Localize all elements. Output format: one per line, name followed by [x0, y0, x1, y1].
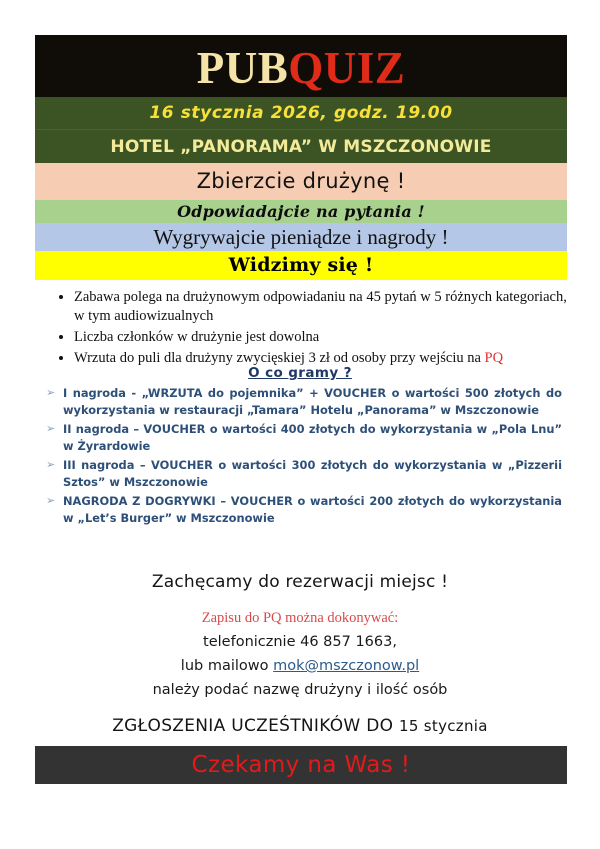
reservation-invite-text: Zachęcamy do rezerwacji miejsc !	[151, 572, 449, 592]
signup-note-row	[0, 678, 600, 702]
email-link[interactable]: mok@mszczonow.pl	[273, 658, 420, 674]
rules-list	[48, 288, 568, 369]
rules-section	[48, 288, 568, 371]
signup-label-row	[0, 606, 600, 630]
prize-item	[46, 421, 562, 454]
deadline-label: ZGŁOSZENIA UCZEŚTNIKÓW DO	[112, 716, 400, 736]
win-band	[35, 223, 567, 251]
gather-team-text: Zbierzcie drużynę !	[196, 169, 406, 193]
arrow-bullet-icon: ➢	[46, 422, 56, 436]
prizes-heading	[0, 364, 600, 382]
prize-item	[46, 385, 562, 418]
date-band	[35, 97, 567, 129]
title-band	[35, 35, 567, 97]
deadline-date: 15 stycznia	[399, 717, 488, 735]
rule-item: • Zabawa polega na drużynowym odpowiadaniu na 45 pytań w 5 różnych kategoriach, w tym audiowizualnych	[74, 288, 568, 326]
event-date-time: 16 stycznia 2026, godz. 19.00	[149, 103, 453, 123]
see-you-band	[35, 251, 567, 280]
arrow-bullet-icon: ➢	[46, 494, 56, 508]
prize-third-text: III nagroda – VOUCHER o wartości 300 złotych do wykorzystania w „Pizzerii Sztos” w Mszczonowie	[63, 458, 562, 489]
title-quiz-text: QUIZ	[288, 42, 406, 93]
arrow-bullet-icon: ➢	[46, 458, 56, 472]
prize-item	[46, 493, 562, 526]
banner-stack	[35, 35, 567, 280]
title-pub-text: PUB	[196, 42, 289, 93]
email-prefix-label: lub mailowo	[180, 658, 274, 674]
prize-first-text: I nagroda - „WRZUTA do pojemnika” + VOUCHER o wartości 500 złotych do wykorzystania w restauracji „Tamara” Hotelu „Panorama” w Mszczonowie	[63, 386, 562, 417]
pq-abbrev: PQ	[484, 350, 504, 367]
reservation-invite	[0, 572, 600, 592]
answer-band	[35, 200, 567, 223]
prizes-heading-text: O co gramy ?	[248, 365, 352, 381]
prizes-list	[46, 385, 562, 529]
deadline-line	[0, 716, 600, 736]
prize-item	[46, 457, 562, 490]
prize-tiebreak-text: NAGRODA Z DOGRYWKI – VOUCHER o wartości 200 złotych do wykorzystania w „Let’s Burger” w Mszczonowie	[63, 494, 562, 525]
signup-label: Zapisu do PQ można dokonywać:	[201, 610, 399, 626]
venue-name: HOTEL „PANORAMA” W MSZCZONOWIE	[110, 137, 492, 157]
contact-block	[0, 606, 600, 702]
phone-number: telefonicznie 46 857 1663,	[203, 634, 397, 650]
win-text: Wygrywajcie pieniądze i nagrody !	[153, 225, 449, 249]
venue-band	[35, 129, 567, 163]
arrow-bullet-icon: ➢	[46, 386, 56, 399]
see-you-text: Widzimy się !	[228, 254, 374, 276]
email-row	[0, 654, 600, 678]
footer-call-bar	[35, 746, 567, 784]
answer-text: Odpowiadajcie na pytania !	[177, 202, 425, 221]
signup-note: należy podać nazwę drużyny i ilość osób	[152, 682, 448, 698]
prize-second-text: II nagroda – VOUCHER o wartości 400 złotych do wykorzystania w „Pola Lnu” w Żyrardowie	[63, 422, 562, 453]
gather-team-band	[35, 163, 567, 200]
rule-item: • Liczba członków w drużynie jest dowolna	[74, 328, 568, 347]
footer-call-text: Czekamy na Was !	[191, 752, 411, 778]
phone-row	[0, 630, 600, 654]
rule-entry-fee-text: Wrzuta do puli dla drużyny zwycięskiej 3 zł od osoby przy wejściu na	[74, 350, 485, 367]
